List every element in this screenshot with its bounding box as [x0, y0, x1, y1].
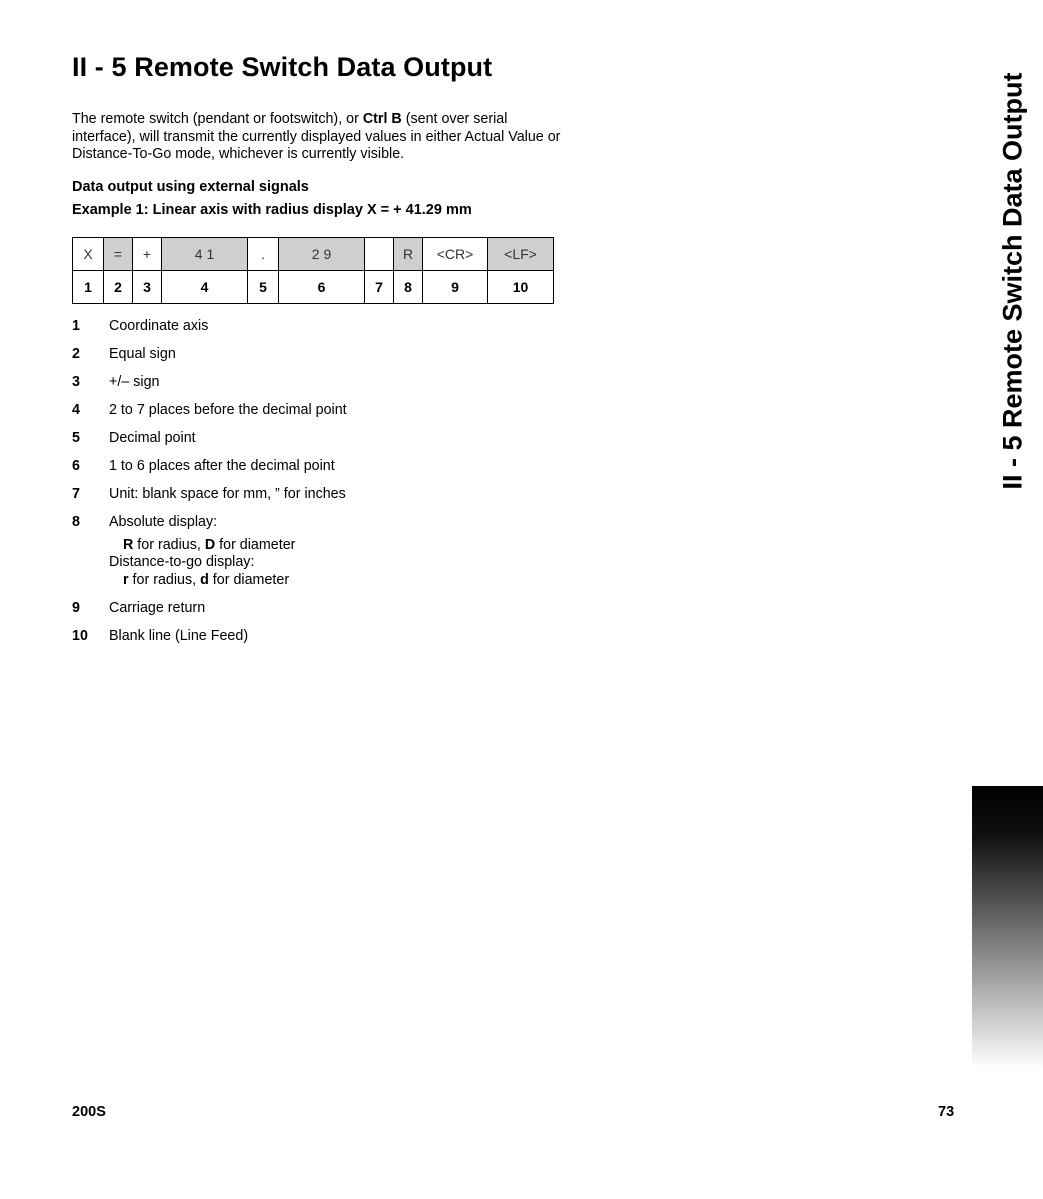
- legend-number: 6: [72, 458, 80, 474]
- legend-text: +/– sign: [109, 374, 160, 390]
- legend-item: [72, 600, 552, 618]
- format-value-cell: <LF>: [488, 238, 554, 271]
- intro-ctrl-b: Ctrl B: [362, 111, 402, 127]
- legend-text: Carriage return: [109, 599, 206, 616]
- legend-bold-code: D: [204, 536, 216, 553]
- legend-number: 3: [72, 374, 80, 390]
- legend-item: [72, 346, 552, 364]
- format-position-cell: 7: [365, 271, 394, 304]
- page-title: II - 5 Remote Switch Data Output: [72, 52, 493, 82]
- legend-subline: [123, 537, 552, 555]
- legend-number: 1: [72, 318, 80, 334]
- format-position-cell: 1: [73, 271, 104, 304]
- legend-item: [72, 486, 552, 504]
- legend-text: 1 to 6 places after the decimal point: [109, 458, 335, 474]
- legend-subtext: for radius,: [133, 536, 205, 553]
- legend-number: 4: [72, 402, 80, 418]
- legend-item: [72, 318, 552, 336]
- intro-text-start: The remote switch (pendant or footswitch), or: [72, 111, 363, 127]
- legend-item: [72, 628, 552, 646]
- format-value-cell: +: [133, 238, 162, 271]
- format-value-cell: 4 1: [162, 238, 248, 271]
- format-position-cell: 2: [104, 271, 133, 304]
- format-value-cell: X: [73, 238, 104, 271]
- legend-text: 2 to 7 places before the decimal point: [109, 402, 347, 418]
- format-value-cell: .: [248, 238, 279, 271]
- legend-number: 9: [72, 599, 80, 616]
- footer-model: 200S: [72, 1104, 106, 1120]
- format-position-cell: 5: [248, 271, 279, 304]
- legend-item: [72, 514, 552, 589]
- legend-bold-code: d: [200, 571, 209, 588]
- format-position-cell: 3: [133, 271, 162, 304]
- legend-subtext: for radius,: [128, 571, 201, 588]
- legend-item: [72, 402, 552, 420]
- format-value-cell: <CR>: [423, 238, 488, 271]
- format-position-cell: 8: [394, 271, 423, 304]
- side-section-title: II - 5 Remote Switch Data Output: [997, 72, 1028, 490]
- legend-number: 2: [72, 346, 80, 362]
- footer-page-number: 73: [938, 1104, 955, 1120]
- section-subheading: Data output using external signals: [72, 179, 309, 195]
- legend-subtext: for diameter: [215, 536, 296, 553]
- format-value-cell: 2 9: [279, 238, 365, 271]
- legend-subheading: Distance-to-go display:: [109, 554, 255, 570]
- format-values-row: [73, 238, 554, 271]
- legend-number: 8: [72, 514, 80, 530]
- legend-bold-code: r: [123, 571, 129, 588]
- legend-text: Unit: blank space for mm, ” for inches: [109, 486, 346, 502]
- format-position-cell: 10: [488, 271, 554, 304]
- legend-text: Decimal point: [109, 430, 196, 446]
- intro-text-end: (sent over serial interface), will transmit the currently displayed values in either Actual Value or Distance-To-Go mode, whichever is currently visible.: [72, 111, 561, 162]
- legend-text: Coordinate axis: [109, 318, 209, 334]
- chapter-tab-marker: [972, 786, 1043, 1068]
- legend-number: 7: [72, 486, 80, 502]
- legend-bold-code: R: [123, 536, 134, 553]
- format-positions-row: [73, 271, 554, 304]
- legend-number: 10: [72, 627, 88, 644]
- format-value-cell: [365, 238, 394, 271]
- format-position-cell: 6: [279, 271, 365, 304]
- legend-item: [72, 430, 552, 448]
- format-position-cell: 4: [162, 271, 248, 304]
- legend-item: [72, 374, 552, 392]
- example-heading: Example 1: Linear axis with radius display X = + 41.29 mm: [72, 202, 472, 218]
- format-position-cell: 9: [423, 271, 488, 304]
- legend-text: Blank line (Line Feed): [109, 627, 249, 644]
- legend-number: 5: [72, 430, 80, 446]
- format-value-cell: =: [104, 238, 133, 271]
- legend-text: Equal sign: [109, 346, 176, 362]
- format-value-cell: R: [394, 238, 423, 271]
- legend-text: Absolute display:: [109, 514, 218, 530]
- legend-item: [72, 458, 552, 476]
- legend-subline: [123, 572, 552, 590]
- data-format-table: [72, 237, 554, 304]
- legend-list: [72, 318, 552, 656]
- intro-paragraph: [72, 111, 572, 164]
- legend-subtext: for diameter: [208, 571, 290, 588]
